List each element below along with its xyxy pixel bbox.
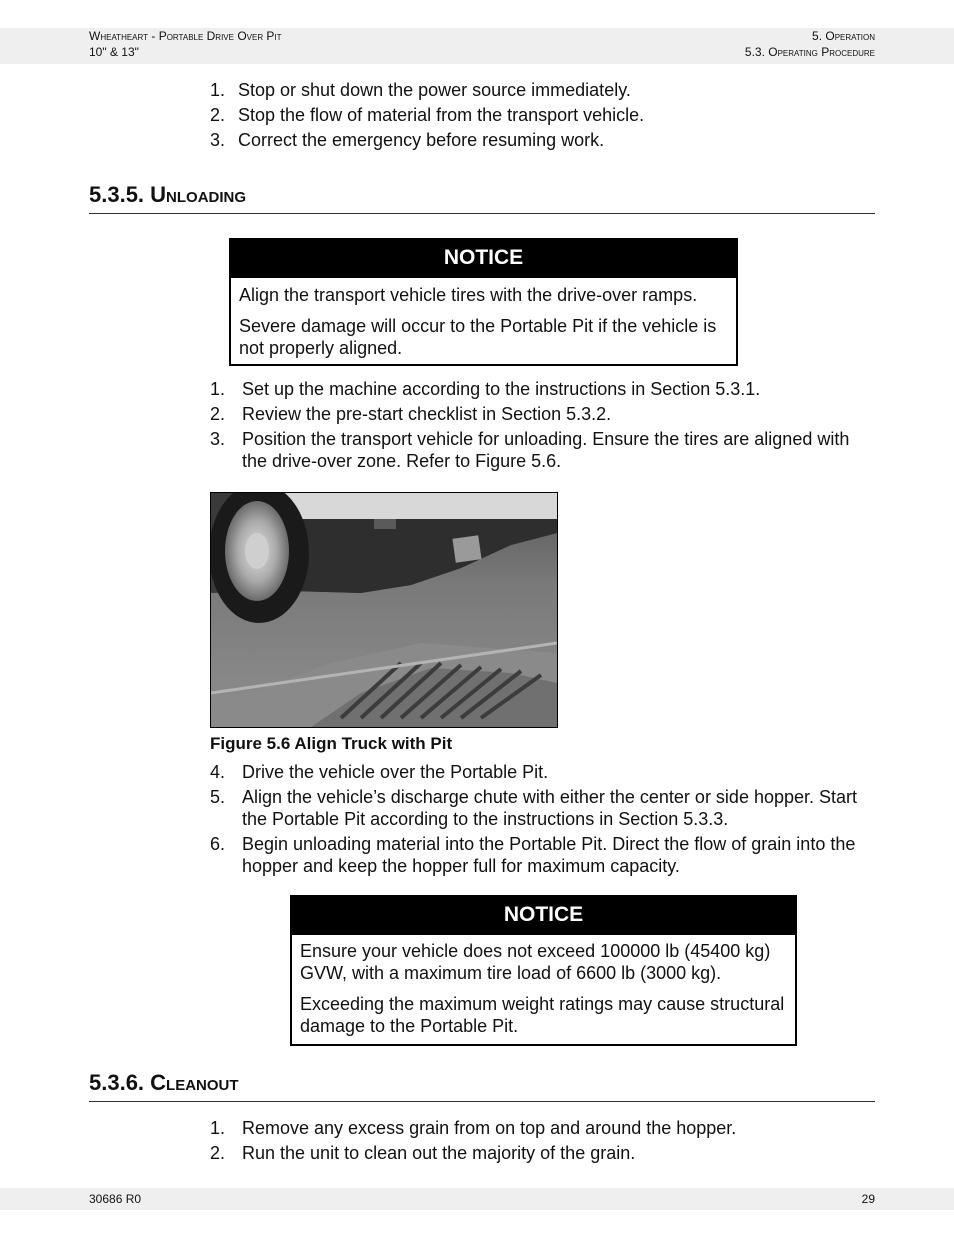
list-item <box>210 104 875 126</box>
list-item <box>210 761 875 783</box>
list-item-text: Stop the flow of material from the transport vehicle. <box>238 105 645 125</box>
list-item-text: Set up the machine according to the instructions in Section 5.3.1. <box>242 379 761 399</box>
list-item-number: 5. <box>210 787 226 807</box>
list-item-number: 2. <box>210 404 226 424</box>
cleanout-steps-list <box>210 1117 875 1167</box>
notice-text: Exceeding the maximum weight ratings may cause structural damage to the Portable Pit. <box>300 994 785 1036</box>
list-item-text: Begin unloading material into the Portable Pit. Direct the flow of grain into the hopper and keep the hopper full for maximum capacity. <box>242 834 856 876</box>
list-item-text: Align the vehicle’s discharge chute with either the center or side hopper. Start the Portable Pit according to the instructions in Section 5.3.3. <box>242 787 858 829</box>
unloading-steps-list <box>210 378 875 475</box>
footer-doc-number: 30686 R0 <box>89 1192 142 1206</box>
list-item-number: 1. <box>210 1118 226 1138</box>
notice-box-alignment <box>229 238 738 366</box>
emergency-steps-list <box>210 79 875 154</box>
figure-truck-alignment-photo <box>210 492 558 728</box>
truck-on-pit-photo <box>211 493 557 727</box>
list-item <box>210 378 875 400</box>
notice-text: Ensure your vehicle does not exceed 100000 lb (45400 kg) GVW, with a maximum tire load of 6600 lb (3000 kg). <box>300 941 771 983</box>
list-item-text: Review the pre-start checklist in Section 5.3.2. <box>242 404 612 424</box>
header-left <box>89 28 282 60</box>
section-heading-cleanout: 5.3.6. Cleanout <box>89 1070 875 1102</box>
list-item <box>210 1142 875 1164</box>
list-item <box>210 79 875 101</box>
notice-text: Severe damage will occur to the Portable Pit if the vehicle is not properly aligned. <box>239 316 717 358</box>
list-item-text: Drive the vehicle over the Portable Pit. <box>242 762 549 782</box>
list-item-number: 3. <box>210 429 226 449</box>
list-item-text: Correct the emergency before resuming work. <box>238 130 605 150</box>
header-section: 5.3. Operating Procedure <box>744 45 875 59</box>
list-item-text: Run the unit to clean out the majority of the grain. <box>242 1143 636 1163</box>
list-item <box>210 1117 875 1139</box>
list-item <box>210 786 875 830</box>
list-item-number: 4. <box>210 762 226 782</box>
list-item <box>210 403 875 425</box>
list-item-number: 2. <box>210 1143 226 1163</box>
list-item-number: 3. <box>210 130 226 150</box>
section-heading-unloading: 5.3.5. Unloading <box>89 182 875 214</box>
footer-page-number: 29 <box>861 1192 875 1206</box>
list-item-number: 6. <box>210 834 226 854</box>
notice-box-weight-limits <box>290 895 797 1046</box>
header-chapter: 5. Operation <box>812 29 875 43</box>
figure-caption: Figure 5.6 Align Truck with Pit <box>210 734 453 753</box>
header-right <box>745 28 875 60</box>
list-item-text: Remove any excess grain from on top and around the hopper. <box>242 1118 737 1138</box>
list-item-number: 1. <box>210 379 226 399</box>
header-model-sizes: 10" & 13" <box>89 45 139 59</box>
page-footer <box>0 1188 954 1210</box>
header-product-title: Wheatheart - Portable Drive Over Pit <box>89 29 282 43</box>
list-item <box>210 428 875 472</box>
notice-title: NOTICE <box>231 240 736 278</box>
notice-text: Align the transport vehicle tires with the drive-over ramps. <box>239 285 698 305</box>
page-header <box>0 28 954 64</box>
list-item-text: Position the transport vehicle for unloading. Ensure the tires are aligned with the drive-over zone. Refer to Figure 5.6. <box>242 429 850 471</box>
notice-title: NOTICE <box>292 897 795 935</box>
list-item-number: 1. <box>210 80 226 100</box>
list-item-text: Stop or shut down the power source immediately. <box>238 80 631 100</box>
list-item <box>210 129 875 151</box>
list-item <box>210 833 875 877</box>
list-item-number: 2. <box>210 105 226 125</box>
unloading-steps-list-continued <box>210 761 875 880</box>
